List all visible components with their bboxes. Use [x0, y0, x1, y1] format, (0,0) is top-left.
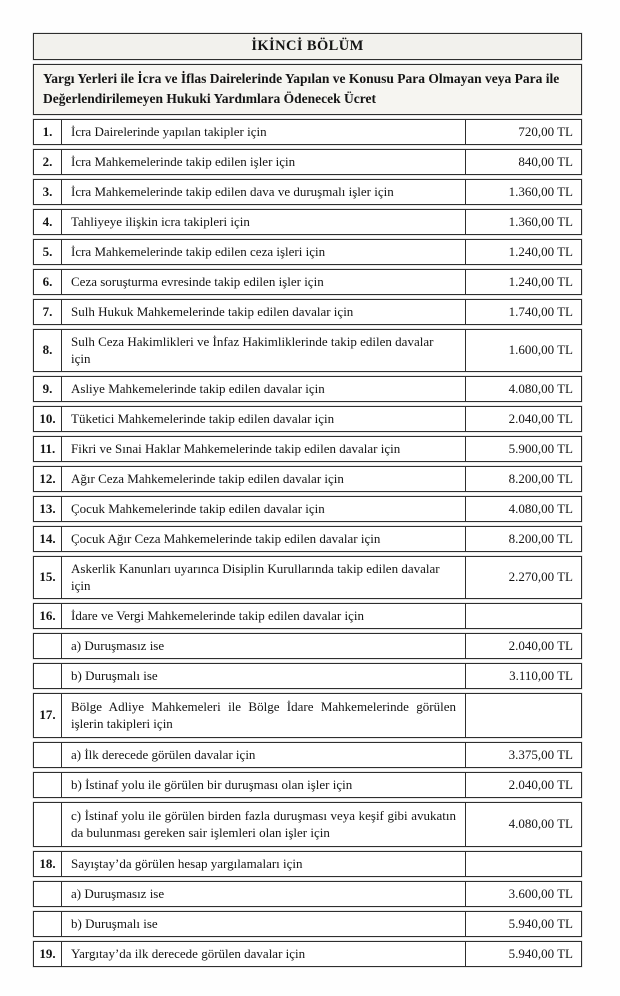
- row-description-cell: Askerlik Kanunları uyarınca Disiplin Kurullarında takip edilen davalar için: [71, 560, 440, 594]
- row-description-cell: Ağır Ceza Mahkemelerinde takip edilen davalar için: [71, 470, 344, 486]
- table-row: [33, 663, 582, 689]
- row-fee-cell: 5.940,00 TL: [465, 942, 581, 966]
- row-description-cell: İcra Mahkemelerinde takip edilen ceza işleri için: [71, 243, 326, 259]
- fee-table: [33, 33, 582, 967]
- row-description-cell: a) Duruşmasız ise: [71, 637, 165, 653]
- row-description-cell: b) Duruşmalı ise: [71, 915, 158, 931]
- table-row: [33, 436, 582, 462]
- row-number-cell: [34, 664, 62, 688]
- table-row: [33, 329, 582, 372]
- row-number-cell: 11.: [34, 437, 62, 461]
- row-number-cell: 2.: [34, 150, 62, 174]
- table-row: [33, 556, 582, 599]
- row-fee-cell: 5.940,00 TL: [465, 912, 581, 936]
- row-fee-cell: 5.900,00 TL: [465, 437, 581, 461]
- table-row: [33, 209, 582, 235]
- table-row: [33, 603, 582, 629]
- row-number-cell: 12.: [34, 467, 62, 491]
- table-row: [33, 802, 582, 847]
- row-fee-cell: 4.080,00 TL: [465, 803, 581, 846]
- table-row: [33, 179, 582, 205]
- row-number-cell: 14.: [34, 527, 62, 551]
- table-row: [33, 772, 582, 798]
- row-fee-cell: 1.740,00 TL: [465, 300, 581, 324]
- row-number-cell: 6.: [34, 270, 62, 294]
- row-description-cell: Çocuk Mahkemelerinde takip edilen davalar için: [71, 500, 325, 516]
- row-description-cell: Tüketici Mahkemelerinde takip edilen davalar için: [71, 410, 335, 426]
- table-rows: [33, 119, 582, 967]
- row-fee-cell: 8.200,00 TL: [465, 527, 581, 551]
- row-description-cell: İdare ve Vergi Mahkemelerinde takip edilen davalar için: [71, 607, 364, 623]
- row-description-cell: c) İstinaf yolu ile görülen birden fazla duruşması veya keşif gibi avukatın da bulunması gereken sair işlemleri olan işler için: [71, 807, 456, 841]
- row-description-cell: Tahliyeye ilişkin icra takipleri için: [71, 213, 250, 229]
- row-number-cell: 16.: [34, 604, 62, 628]
- row-fee-cell: 4.080,00 TL: [465, 497, 581, 521]
- row-description-cell: İcra Mahkemelerinde takip edilen dava ve duruşmalı işler için: [71, 183, 394, 199]
- row-number-cell: 15.: [34, 557, 62, 598]
- row-fee-cell: 1.240,00 TL: [465, 270, 581, 294]
- row-fee-cell: 2.040,00 TL: [465, 773, 581, 797]
- row-number-cell: 1.: [34, 120, 62, 144]
- row-description-cell: a) İlk derecede görülen davalar için: [71, 746, 256, 762]
- row-description-cell: b) İstinaf yolu ile görülen bir duruşması olan işler için: [71, 776, 353, 792]
- table-row: [33, 406, 582, 432]
- row-fee-cell: 1.240,00 TL: [465, 240, 581, 264]
- table-row: [33, 376, 582, 402]
- table-row: [33, 149, 582, 175]
- row-fee-cell: 2.270,00 TL: [465, 557, 581, 598]
- row-number-cell: [34, 773, 62, 797]
- table-row: [33, 911, 582, 937]
- row-description-cell: Bölge Adliye Mahkemeleri ile Bölge İdare Mahkemelerinde görülen işlerin takipleri için: [71, 698, 456, 732]
- table-row: [33, 742, 582, 768]
- row-number-cell: 3.: [34, 180, 62, 204]
- table-row: [33, 693, 582, 738]
- row-description-cell: Ceza soruşturma evresinde takip edilen işler için: [71, 273, 324, 289]
- table-caption: Yargı Yerleri ile İcra ve İflas Dairelerinde Yapılan ve Konusu Para Olmayan veya Para ile Değerlendirilemeyen Hukuki Yardımlara Ödenecek Ücret: [43, 71, 560, 107]
- row-fee-cell: 2.040,00 TL: [465, 407, 581, 431]
- row-fee-cell: 4.080,00 TL: [465, 377, 581, 401]
- row-fee-cell: 1.360,00 TL: [465, 210, 581, 234]
- table-caption-row: [33, 64, 582, 115]
- table-row: [33, 941, 582, 967]
- row-number-cell: 13.: [34, 497, 62, 521]
- row-number-cell: 19.: [34, 942, 62, 966]
- row-description-cell: İcra Mahkemelerinde takip edilen işler için: [71, 153, 296, 169]
- row-number-cell: 17.: [34, 694, 62, 737]
- row-fee-cell: 1.600,00 TL: [465, 330, 581, 371]
- row-description-cell: Asliye Mahkemelerinde takip edilen davalar için: [71, 380, 325, 396]
- row-fee-cell: 720,00 TL: [465, 120, 581, 144]
- row-description-cell: Sulh Hukuk Mahkemelerinde takip edilen davalar için: [71, 303, 354, 319]
- table-row: [33, 881, 582, 907]
- table-row: [33, 119, 582, 145]
- row-number-cell: 18.: [34, 852, 62, 876]
- row-fee-cell: 3.110,00 TL: [465, 664, 581, 688]
- row-fee-cell: 3.375,00 TL: [465, 743, 581, 767]
- row-number-cell: [34, 743, 62, 767]
- table-row: [33, 851, 582, 877]
- row-number-cell: [34, 803, 62, 846]
- row-fee-cell: 840,00 TL: [465, 150, 581, 174]
- row-number-cell: [34, 882, 62, 906]
- table-row: [33, 466, 582, 492]
- row-number-cell: [34, 634, 62, 658]
- row-number-cell: 10.: [34, 407, 62, 431]
- row-number-cell: 5.: [34, 240, 62, 264]
- row-fee-cell: 1.360,00 TL: [465, 180, 581, 204]
- row-description-cell: a) Duruşmasız ise: [71, 885, 165, 901]
- row-number-cell: 8.: [34, 330, 62, 371]
- row-fee-cell: [465, 852, 581, 876]
- row-description-cell: Yargıtay’da ilk derecede görülen davalar için: [71, 945, 306, 961]
- row-description-cell: b) Duruşmalı ise: [71, 667, 158, 683]
- row-number-cell: 7.: [34, 300, 62, 324]
- row-fee-cell: 2.040,00 TL: [465, 634, 581, 658]
- row-number-cell: 9.: [34, 377, 62, 401]
- table-row: [33, 239, 582, 265]
- row-fee-cell: [465, 604, 581, 628]
- table-row: [33, 526, 582, 552]
- section-title-row: [33, 33, 582, 60]
- row-description-cell: Sayıştay’da görülen hesap yargılamaları için: [71, 855, 303, 871]
- row-number-cell: [34, 912, 62, 936]
- row-fee-cell: 8.200,00 TL: [465, 467, 581, 491]
- row-fee-cell: 3.600,00 TL: [465, 882, 581, 906]
- table-row: [33, 269, 582, 295]
- row-description-cell: İcra Dairelerinde yapılan takipler için: [71, 123, 267, 139]
- row-description-cell: Fikri ve Sınai Haklar Mahkemelerinde takip edilen davalar için: [71, 440, 401, 456]
- row-fee-cell: [465, 694, 581, 737]
- table-row: [33, 496, 582, 522]
- row-description-cell: Çocuk Ağır Ceza Mahkemelerinde takip edilen davalar için: [71, 530, 381, 546]
- table-row: [33, 299, 582, 325]
- table-row: [33, 633, 582, 659]
- row-description-cell: Sulh Ceza Hakimlikleri ve İnfaz Hakimliklerinde takip edilen davalar için: [71, 333, 434, 367]
- section-title: İKİNCİ BÖLÜM: [251, 38, 364, 54]
- row-number-cell: 4.: [34, 210, 62, 234]
